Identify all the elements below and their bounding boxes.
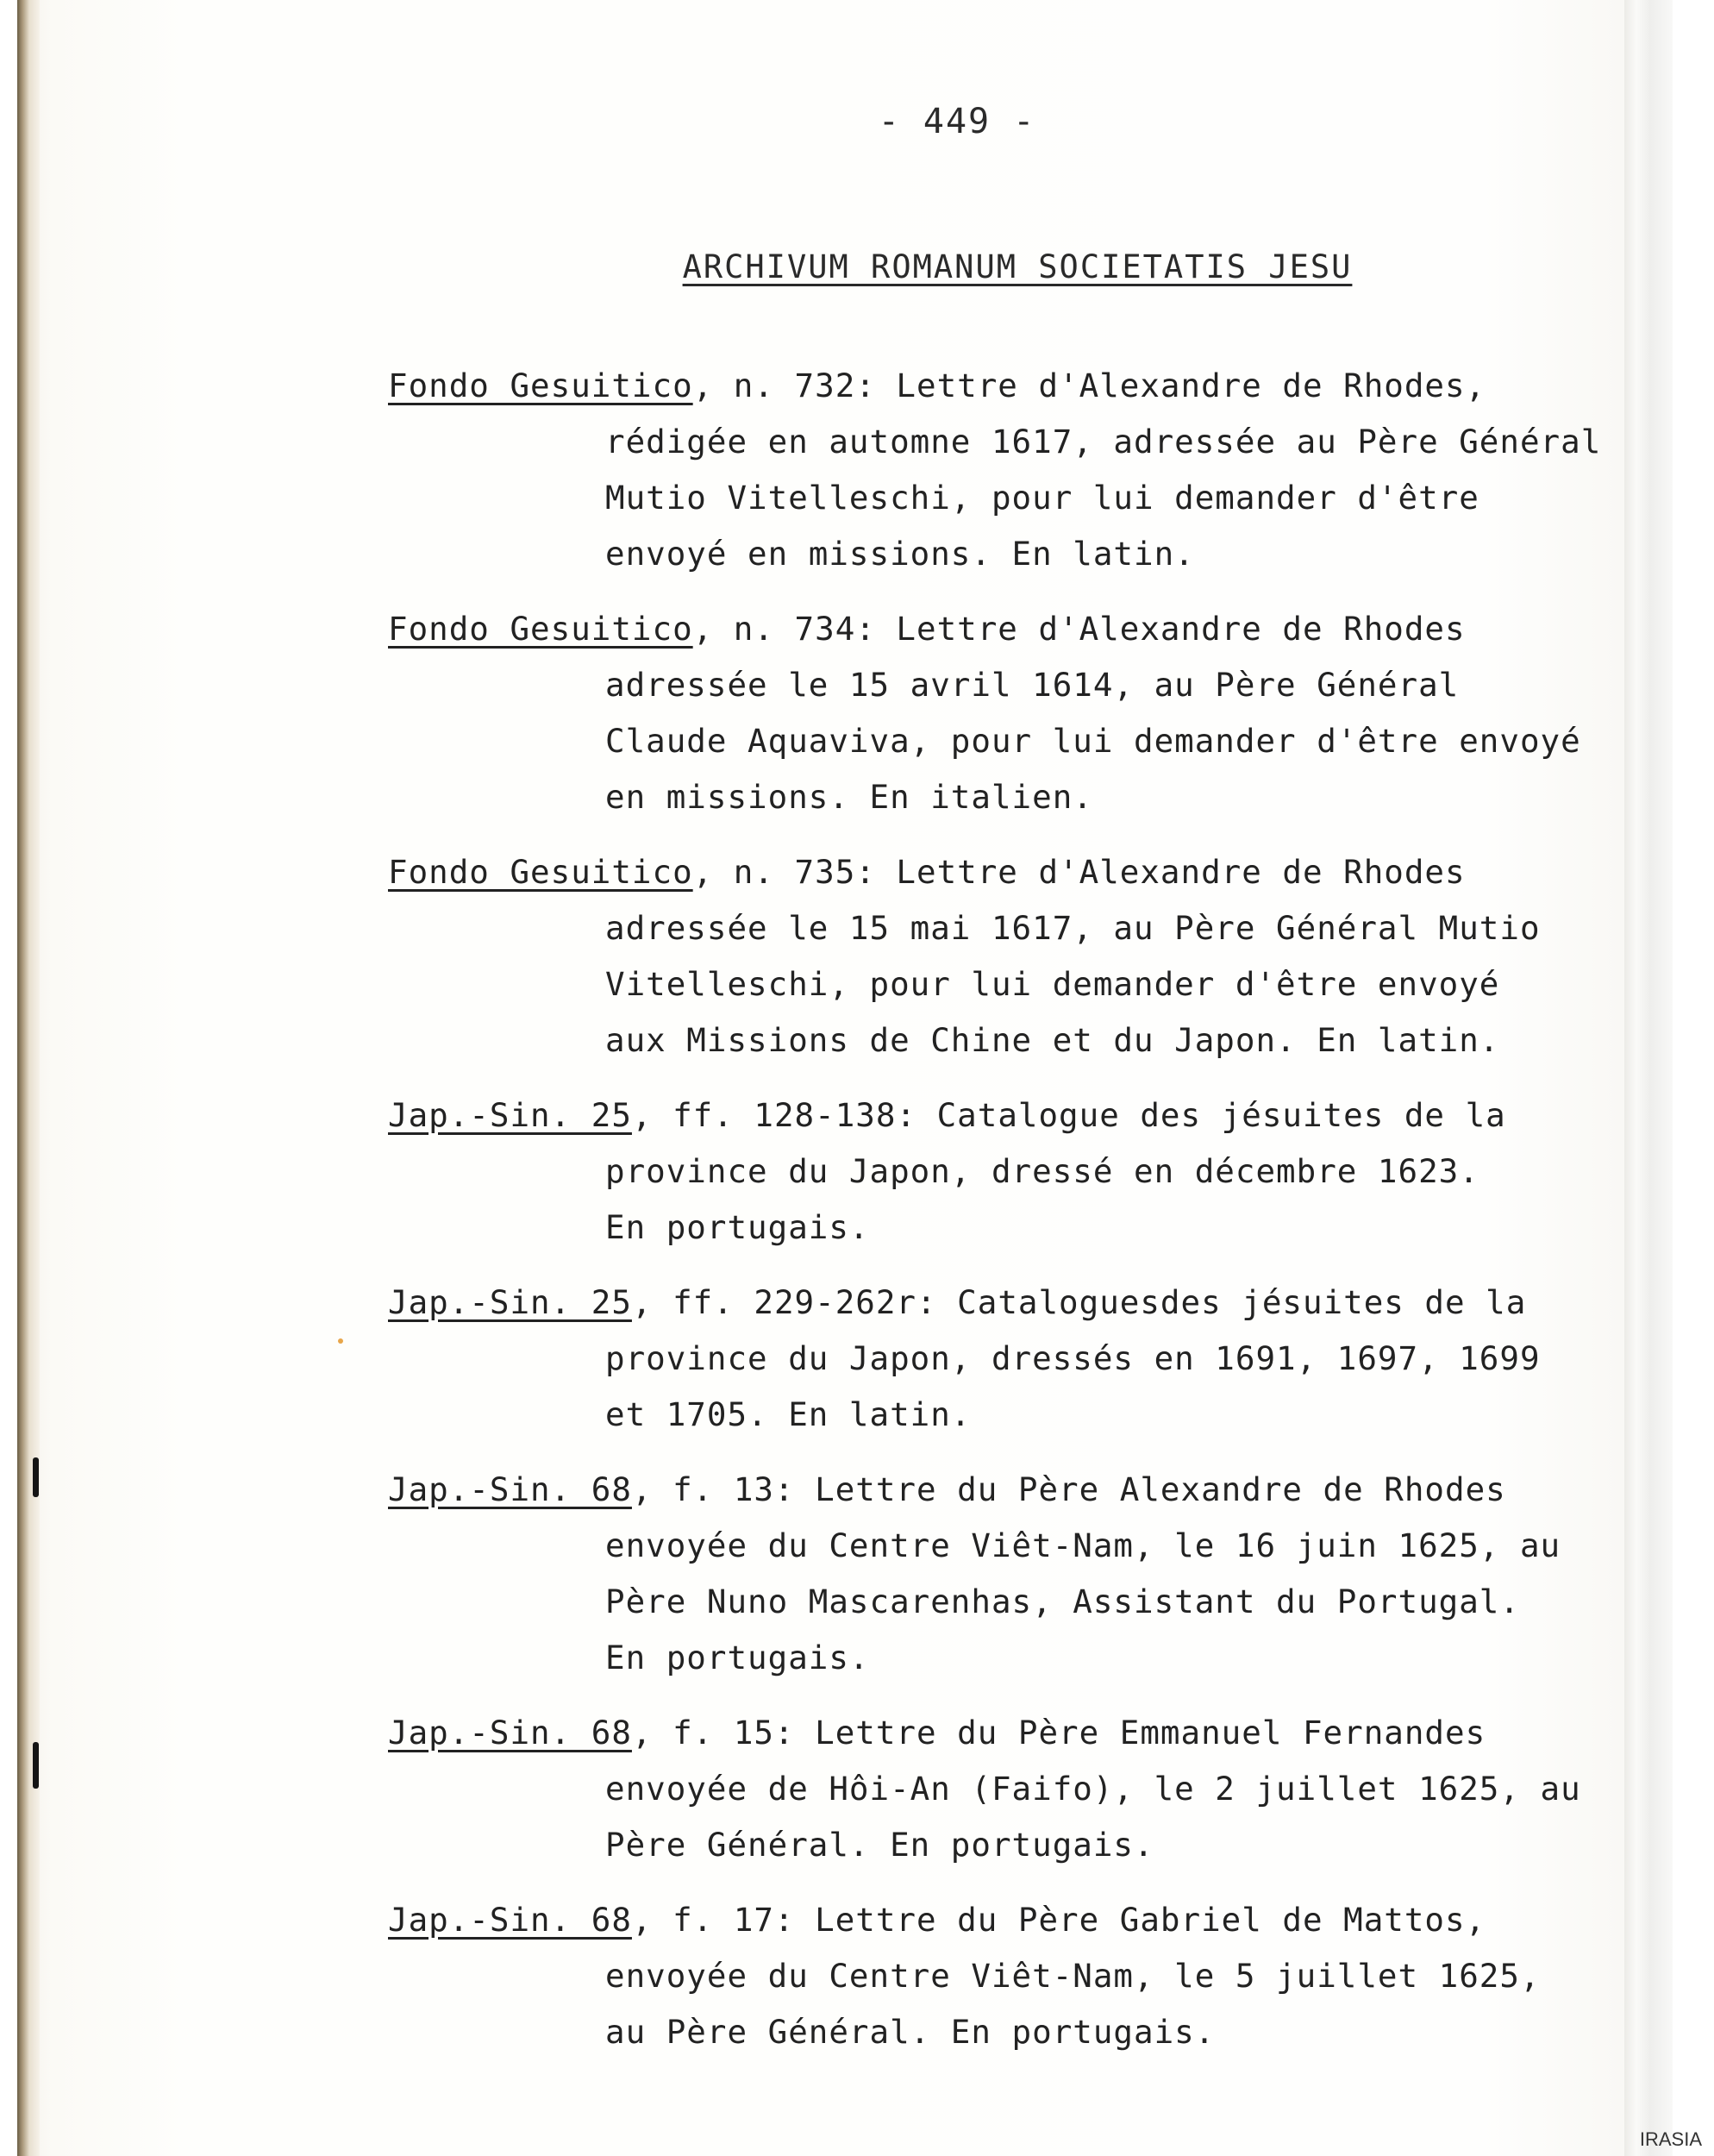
- binder-mark: [33, 1742, 39, 1789]
- archive-entry: [388, 1892, 1664, 2060]
- page-number: - 449 -: [878, 102, 1036, 141]
- entry-continuation-line: adressée le 15 avril 1614, au Père Général: [605, 666, 1460, 704]
- entry-reference: Jap.-Sin. 68: [388, 1901, 632, 1939]
- entry-description-start: , ff. 229-262r: Cataloguesdes jésuites de la: [631, 1283, 1527, 1321]
- entry-continuation-line: en missions. En italien.: [605, 778, 1093, 816]
- entry-description-start: , ff. 128-138: Catalogue des jésuites de la: [631, 1096, 1506, 1134]
- entry-continuation-line: Père Nuno Mascarenhas, Assistant du Portugal.: [605, 1583, 1520, 1620]
- entry-continuation-line: au Père Général. En portugais.: [605, 2013, 1216, 2051]
- archive-entry: [388, 1087, 1664, 1256]
- entry-reference: Fondo Gesuitico: [388, 367, 693, 404]
- entry-continuation-line: envoyée du Centre Viêt-Nam, le 16 juin 1625, au: [605, 1526, 1561, 1564]
- binder-mark: [33, 1457, 39, 1497]
- entry-reference: Fondo Gesuitico: [388, 610, 693, 648]
- entry-first-line: [388, 601, 1664, 657]
- paper-sheet: [17, 0, 1673, 2156]
- entry-continuation-line: envoyée de Hôi-An (Faifo), le 2 juillet 1625, au: [605, 1770, 1581, 1808]
- entry-continuation-line: En portugais.: [605, 1639, 870, 1677]
- watermark-label: IRASIA: [1639, 2128, 1702, 2150]
- entry-description-start: , n. 735: Lettre d'Alexandre de Rhodes: [692, 853, 1466, 891]
- entry-continuation-line: province du Japon, dressé en décembre 1623.: [605, 1152, 1479, 1190]
- archive-entry: [388, 1275, 1664, 1443]
- archive-entry: [388, 1462, 1664, 1686]
- entry-description-start: , f. 17: Lettre du Père Gabriel de Mattos,: [631, 1901, 1486, 1939]
- page-heading: ARCHIVUM ROMANUM SOCIETATIS JESU: [682, 248, 1353, 285]
- entry-description-start: , f. 15: Lettre du Père Emmanuel Fernandes: [631, 1714, 1486, 1752]
- entry-first-line: [388, 1462, 1664, 1518]
- archive-entry: [388, 601, 1664, 825]
- entry-continuation-line: En portugais.: [605, 1208, 870, 1246]
- entry-reference: Jap.-Sin. 68: [388, 1470, 632, 1508]
- archive-entry: [388, 358, 1664, 582]
- archive-entry-list: [388, 358, 1664, 2079]
- entry-continuation-line: rédigée en automne 1617, adressée au Père Général: [605, 423, 1602, 461]
- paper-stain: [338, 1338, 343, 1344]
- entry-continuation-line: Père Général. En portugais.: [605, 1826, 1154, 1864]
- entry-reference: Jap.-Sin. 25: [388, 1283, 632, 1321]
- entry-continuation-line: adressée le 15 mai 1617, au Père Général Mutio: [605, 909, 1541, 947]
- entry-description-start: , f. 13: Lettre du Père Alexandre de Rhodes: [631, 1470, 1506, 1508]
- entry-continuation-line: Claude Aquaviva, pour lui demander d'être envoyé: [605, 722, 1581, 760]
- entry-continuation-line: province du Japon, dressés en 1691, 1697, 1699: [605, 1339, 1541, 1377]
- entry-reference: Jap.-Sin. 25: [388, 1096, 632, 1134]
- entry-continuation-line: Vitelleschi, pour lui demander d'être envoyé: [605, 965, 1500, 1003]
- binding-edge: [17, 0, 40, 2156]
- entry-reference: Jap.-Sin. 68: [388, 1714, 632, 1752]
- entry-description-start: , n. 734: Lettre d'Alexandre de Rhodes: [692, 610, 1466, 648]
- entry-continuation-line: et 1705. En latin.: [605, 1395, 972, 1433]
- entry-first-line: [388, 1892, 1664, 1948]
- entry-continuation-line: envoyé en missions. En latin.: [605, 535, 1195, 573]
- entry-first-line: [388, 358, 1664, 414]
- archive-entry: [388, 844, 1664, 1069]
- entry-reference: Fondo Gesuitico: [388, 853, 693, 891]
- entry-description-start: , n. 732: Lettre d'Alexandre de Rhodes,: [692, 367, 1486, 404]
- entry-continuation-line: aux Missions de Chine et du Japon. En latin.: [605, 1021, 1500, 1059]
- entry-first-line: [388, 1087, 1664, 1144]
- entry-first-line: [388, 1705, 1664, 1761]
- archive-entry: [388, 1705, 1664, 1873]
- entry-first-line: [388, 1275, 1664, 1331]
- entry-first-line: [388, 844, 1664, 900]
- entry-continuation-line: Mutio Vitelleschi, pour lui demander d'être: [605, 479, 1479, 517]
- entry-continuation-line: envoyée du Centre Viêt-Nam, le 5 juillet 1625,: [605, 1957, 1541, 1995]
